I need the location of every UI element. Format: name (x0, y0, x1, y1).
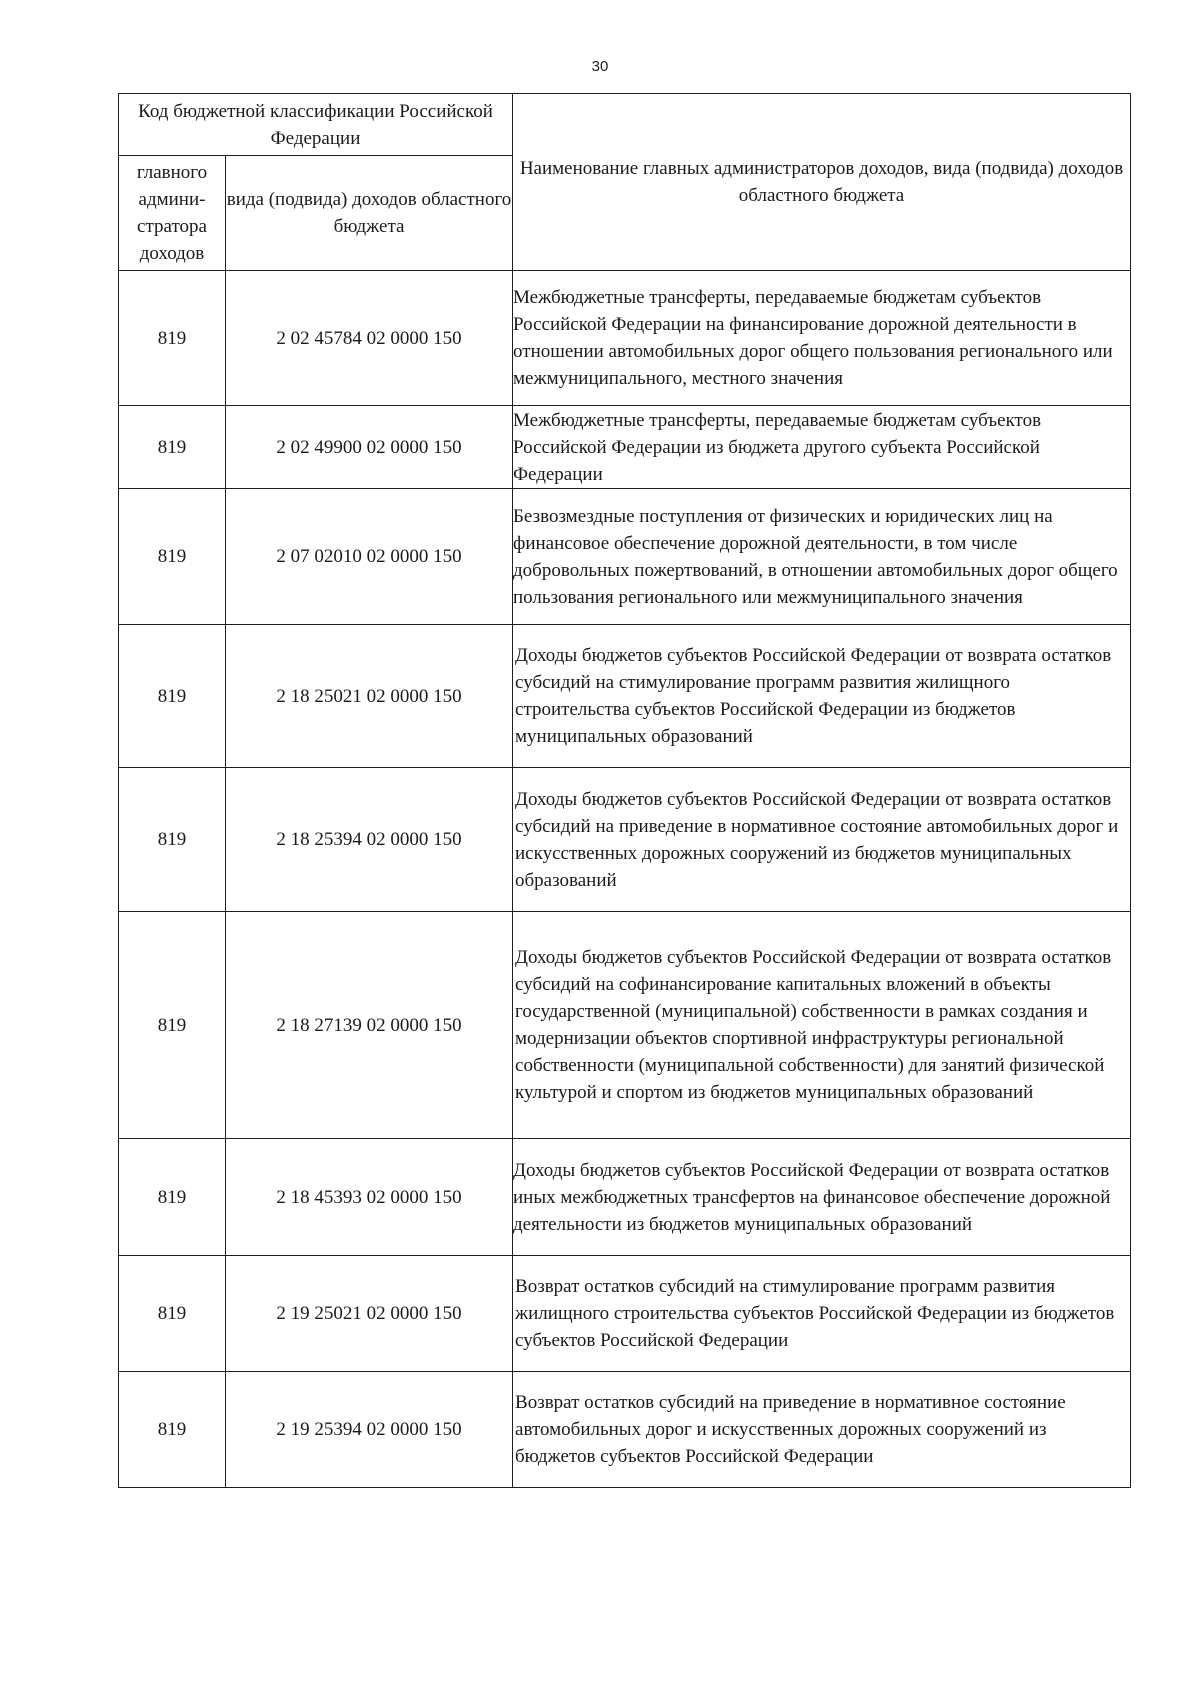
admin-code-cell: 819 (119, 489, 226, 625)
income-code-cell: 2 19 25394 02 0000 150 (226, 1372, 513, 1488)
table-row (119, 912, 1131, 1139)
header-main-administrator: главного админи-стратора доходов (119, 156, 226, 271)
income-code-cell: 2 18 25021 02 0000 150 (226, 625, 513, 768)
table-row (119, 406, 1131, 489)
income-name-cell: Межбюджетные трансферты, передаваемые бюджетам субъектов Российской Федерации на финансирование дорожной деятельности в отношении автомобильных дорог общего пользования регионального или межмуниципального, местного значения (513, 271, 1131, 406)
income-code-cell: 2 07 02010 02 0000 150 (226, 489, 513, 625)
table-row (119, 1256, 1131, 1372)
header-income-type: вида (подвида) доходов областного бюджета (226, 156, 513, 271)
page-number: 30 (591, 58, 609, 75)
income-code-cell: 2 18 45393 02 0000 150 (226, 1139, 513, 1256)
admin-code-cell: 819 (119, 406, 226, 489)
table-row (119, 1139, 1131, 1256)
income-name-cell: Доходы бюджетов субъектов Российской Федерации от возврата остатков субсидий на софинансирование капитальных вложений в объекты государственной (муниципальной) собственности в рамках создания и модернизации объектов спортивной инфраструктуры региональной собственности (муниципальной собственности) для занятий физической культурой и спортом из бюджетов муниципальных образований (513, 912, 1131, 1139)
admin-code-cell: 819 (119, 1372, 226, 1488)
income-code-cell: 2 19 25021 02 0000 150 (226, 1256, 513, 1372)
table-row (119, 768, 1131, 912)
header-administrator-name: Наименование главных администраторов доходов, вида (подвида) доходов областного бюджета (513, 94, 1131, 271)
income-name-cell: Безвозмездные поступления от физических и юридических лиц на финансовое обеспечение дорожной деятельности, в том числе добровольных пожертвований, в отношении автомобильных дорог общего пользования регионального или межмуниципального значения (513, 489, 1131, 625)
income-name-cell: Доходы бюджетов субъектов Российской Федерации от возврата остатков субсидий на стимулирование программ развития жилищного строительства субъектов Российской Федерации из бюджетов муниципальных образований (513, 625, 1131, 768)
table-header (119, 94, 1131, 271)
income-name-cell: Доходы бюджетов субъектов Российской Федерации от возврата остатков иных межбюджетных трансфертов на финансовое обеспечение дорожной деятельности из бюджетов муниципальных образований (513, 1139, 1131, 1256)
table-row (119, 625, 1131, 768)
admin-code-cell: 819 (119, 271, 226, 406)
income-code-cell: 2 02 49900 02 0000 150 (226, 406, 513, 489)
admin-code-cell: 819 (119, 625, 226, 768)
table-body (119, 271, 1131, 1488)
income-name-cell: Межбюджетные трансферты, передаваемые бюджетам субъектов Российской Федерации из бюджета другого субъекта Российской Федерации (513, 406, 1131, 489)
income-code-cell: 2 02 45784 02 0000 150 (226, 271, 513, 406)
admin-code-cell: 819 (119, 1139, 226, 1256)
income-code-cell: 2 18 27139 02 0000 150 (226, 912, 513, 1139)
income-name-cell: Возврат остатков субсидий на стимулирование программ развития жилищного строительства субъектов Российской Федерации из бюджетов субъектов Российской Федерации (513, 1256, 1131, 1372)
admin-code-cell: 819 (119, 768, 226, 912)
income-code-cell: 2 18 25394 02 0000 150 (226, 768, 513, 912)
header-budget-classification-code: Код бюджетной классификации Российской Федерации (119, 94, 513, 156)
table-row (119, 489, 1131, 625)
budget-classification-table (118, 93, 1131, 1488)
table-row (119, 1372, 1131, 1488)
income-name-cell: Доходы бюджетов субъектов Российской Федерации от возврата остатков субсидий на приведение в нормативное состояние автомобильных дорог и искусственных дорожных сооружений из бюджетов муниципальных образований (513, 768, 1131, 912)
admin-code-cell: 819 (119, 1256, 226, 1372)
income-name-cell: Возврат остатков субсидий на приведение в нормативное состояние автомобильных дорог и искусственных дорожных сооружений из бюджетов субъектов Российской Федерации (513, 1372, 1131, 1488)
table-row (119, 271, 1131, 406)
admin-code-cell: 819 (119, 912, 226, 1139)
